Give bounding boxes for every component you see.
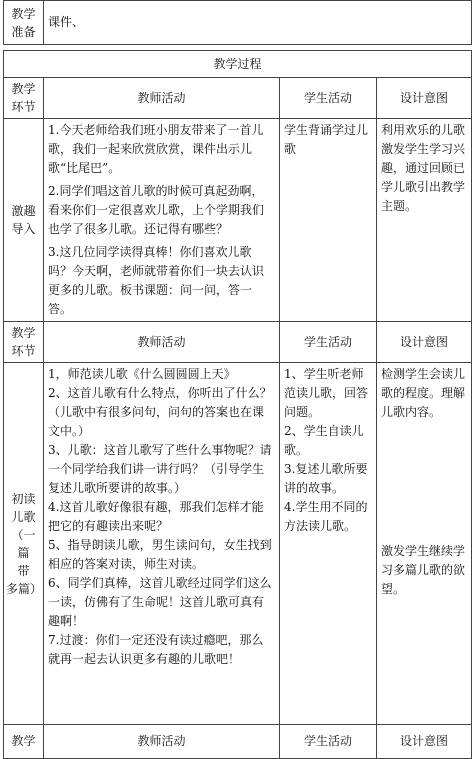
header-row-2 <box>4 322 472 363</box>
header3-student: 学生活动 <box>280 725 377 759</box>
section2-stage-line4: 篇 <box>17 545 30 560</box>
header-student: 学生活动 <box>280 78 377 119</box>
header-stage-line2: 环节 <box>11 100 36 114</box>
section1-stage <box>4 119 44 322</box>
header2-intent: 设计意图 <box>377 322 472 363</box>
section2-row <box>4 363 472 725</box>
section1-stage-line1: 激趣 <box>11 204 36 218</box>
section1-stage-line2: 导入 <box>11 222 36 236</box>
process-title-row <box>4 51 472 78</box>
section2-stage-line3: （一 <box>11 527 36 542</box>
section2-stage-line5: 带 <box>17 563 30 578</box>
section2-teacher-step-7: 7.过渡：你们一定还没有读过瘾吧，那么就再一起去认识更多有趣的儿歌吧！ <box>48 633 264 666</box>
process-title: 教学过程 <box>4 51 472 78</box>
section1-teacher-step-2: 2.同学们唱这首儿歌的时候可真起劲啊，看来你们一定很喜欢儿歌，上个学期我们也学了很多儿歌。还记得有哪些？ <box>48 184 265 236</box>
section1-teacher-step-3: 3.这几位同学读得真棒！你们喜欢儿歌吗？今天啊，老师就带着你们一块去认识更多的儿歌。板书课题：问一问，答一答。 <box>48 245 265 316</box>
section2-teacher-step-3: 3、儿歌：这首儿歌写了些什么事物呢？请一个同学给我们讲一讲行吗？（引导学生复述儿歌所要讲的故事。） <box>48 443 272 495</box>
header2-teacher: 教师活动 <box>44 322 280 363</box>
section2-teacher <box>44 363 280 725</box>
header3-teacher: 教师活动 <box>44 725 280 759</box>
lesson-plan-table <box>3 0 472 759</box>
section2-student-step-4: 4.学生用不同的方法读儿歌。 <box>284 500 368 533</box>
header-teacher: 教师活动 <box>44 78 280 119</box>
header-row-3 <box>4 725 472 759</box>
section2-teacher-step-2: 2、这首儿歌有什么特点，你听出了什么？（儿歌中有很多问句，问句的答案也在课文中。） <box>48 386 272 438</box>
prep-label-line1: 教学 <box>11 6 36 21</box>
prep-label-line2: 准备 <box>11 24 36 39</box>
section2-student-step-1: 1、学生听老师范读儿歌，回答问题。 <box>284 367 369 419</box>
section2-student-step-2: 2、学生自读儿歌。 <box>284 424 364 457</box>
header-stage <box>4 78 44 119</box>
section2-stage-line6: 多篇） <box>6 581 43 596</box>
header3-intent: 设计意图 <box>377 725 472 759</box>
section1-teacher <box>44 119 280 322</box>
header2-stage-line1: 教学 <box>11 326 36 340</box>
section2-intent-2: 激发学生继续学习多篇儿歌的欲望。 <box>381 544 466 596</box>
section2-teacher-step-6: 6、同学们真棒，这首儿歌经过同学们这么一读，仿佛有了生命呢！这首儿歌可真有趣啊！ <box>48 576 272 628</box>
section2-teacher-step-5: 5、指导朗读儿歌，男生读问句，女生找到相应的答案对读，师生对读。 <box>48 538 272 571</box>
section1-intent: 利用欢乐的儿歌激发学生学习兴趣，通过回顾已学儿歌引出教学主题。 <box>377 119 472 322</box>
prep-row <box>4 1 472 45</box>
section2-teacher-step-4: 4.这首儿歌好像很有趣，那我们怎样才能把它的有趣读出来呢？ <box>48 500 264 533</box>
header3-stage: 教学 <box>4 725 44 759</box>
section2-student-step-3: 3.复述儿歌所要讲的故事。 <box>284 462 368 495</box>
header2-stage <box>4 322 44 363</box>
section2-intent-1: 检测学生会读儿歌的程度。理解儿歌内容。 <box>381 367 466 419</box>
section2-intent <box>377 363 472 725</box>
section2-student <box>280 363 377 725</box>
header-stage-line1: 教学 <box>11 82 36 96</box>
header-intent: 设计意图 <box>377 78 472 119</box>
header2-student: 学生活动 <box>280 322 377 363</box>
section1-teacher-step-1: 1.今天老师给我们班小朋友带来了一首儿歌，我们一起来欣赏欣赏，课件出示儿歌“比尾巴”。 <box>48 123 264 175</box>
section2-stage-line2: 儿歌 <box>11 509 36 524</box>
section1-student: 学生背诵学过儿歌 <box>280 119 377 322</box>
prep-content: 课件、 <box>44 1 472 45</box>
header-row-1 <box>4 78 472 119</box>
section1-row <box>4 119 472 322</box>
header2-stage-line2: 环节 <box>11 344 36 358</box>
section2-stage <box>4 363 44 725</box>
section2-stage-line1: 初读 <box>11 491 36 506</box>
section2-teacher-step-1: 1，师范读儿歌《什么圆圆圆上天》 <box>48 367 236 381</box>
prep-label <box>4 1 44 45</box>
